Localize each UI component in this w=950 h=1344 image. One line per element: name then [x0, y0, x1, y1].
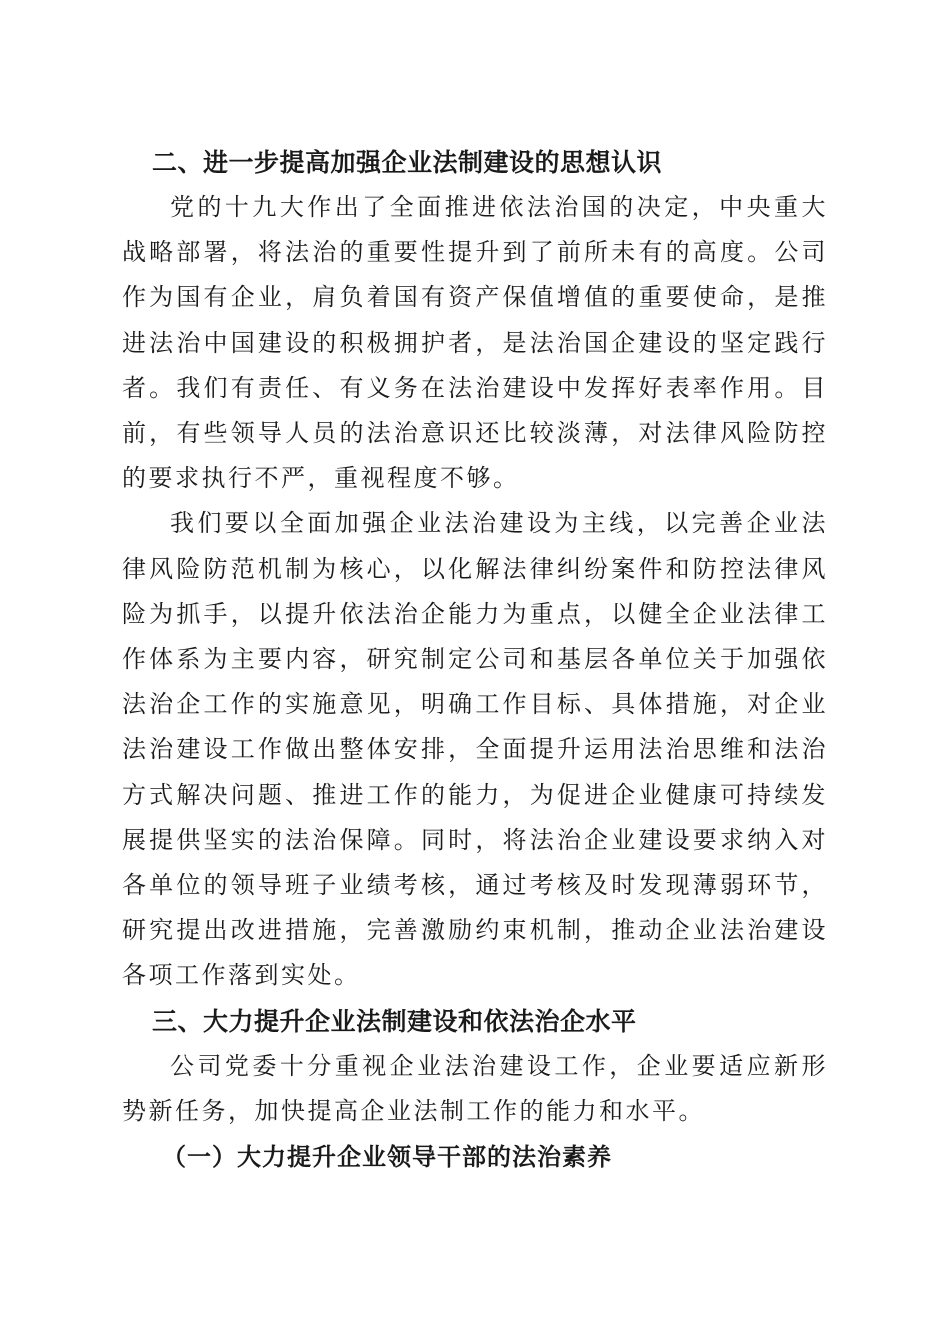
paragraph: 公司党委十分重视企业法治建设工作，企业要适应新形势新任务，加快提高企业法制工作的能力和水平。 [122, 1051, 828, 1125]
paragraph: 党的十九大作出了全面推进依法治国的决定，中央重大战略部署，将法治的重要性提升到了前所未有的高度。公司作为国有企业，肩负着国有资产保值增值的重要使命，是推进法治中国建设的积极拥护者，是法治国企建设的坚定践行者。我们有责任、有义务在法治建设中发挥好表率作用。目前，有些领导人员的法治意识还比较淡薄，对法律风险防控的要求执行不严，重视程度不够。 [122, 193, 828, 493]
section-heading-3: 三、大力提升企业法制建设和依法治企水平 [152, 1006, 637, 1036]
document-body [122, 140, 828, 1179]
subsection-heading-1: （一）大力提升企业领导干部的法治素养 [162, 1142, 612, 1172]
paragraph: 我们要以全面加强企业法治建设为主线，以完善企业法律风险防范机制为核心，以化解法律纠纷案件和防控法律风险为抓手，以提升依法治企能力为重点，以健全企业法律工作体系为主要内容，研究制定公司和基层各单位关于加强依法治企工作的实施意见，明确工作目标、具体措施，对企业法治建设工作做出整体安排，全面提升运用法治思维和法治方式解决问题、推进工作的能力，为促进企业健康可持续发展提供坚实的法治保障。同时，将法治企业建设要求纳入对各单位的领导班子业绩考核，通过考核及时发现薄弱环节，研究提出改进措施，完善激励约束机制，推动企业法治建设各项工作落到实处。 [122, 509, 828, 990]
section-heading-2: 二、进一步提高加强企业法制建设的思想认识 [152, 148, 663, 177]
